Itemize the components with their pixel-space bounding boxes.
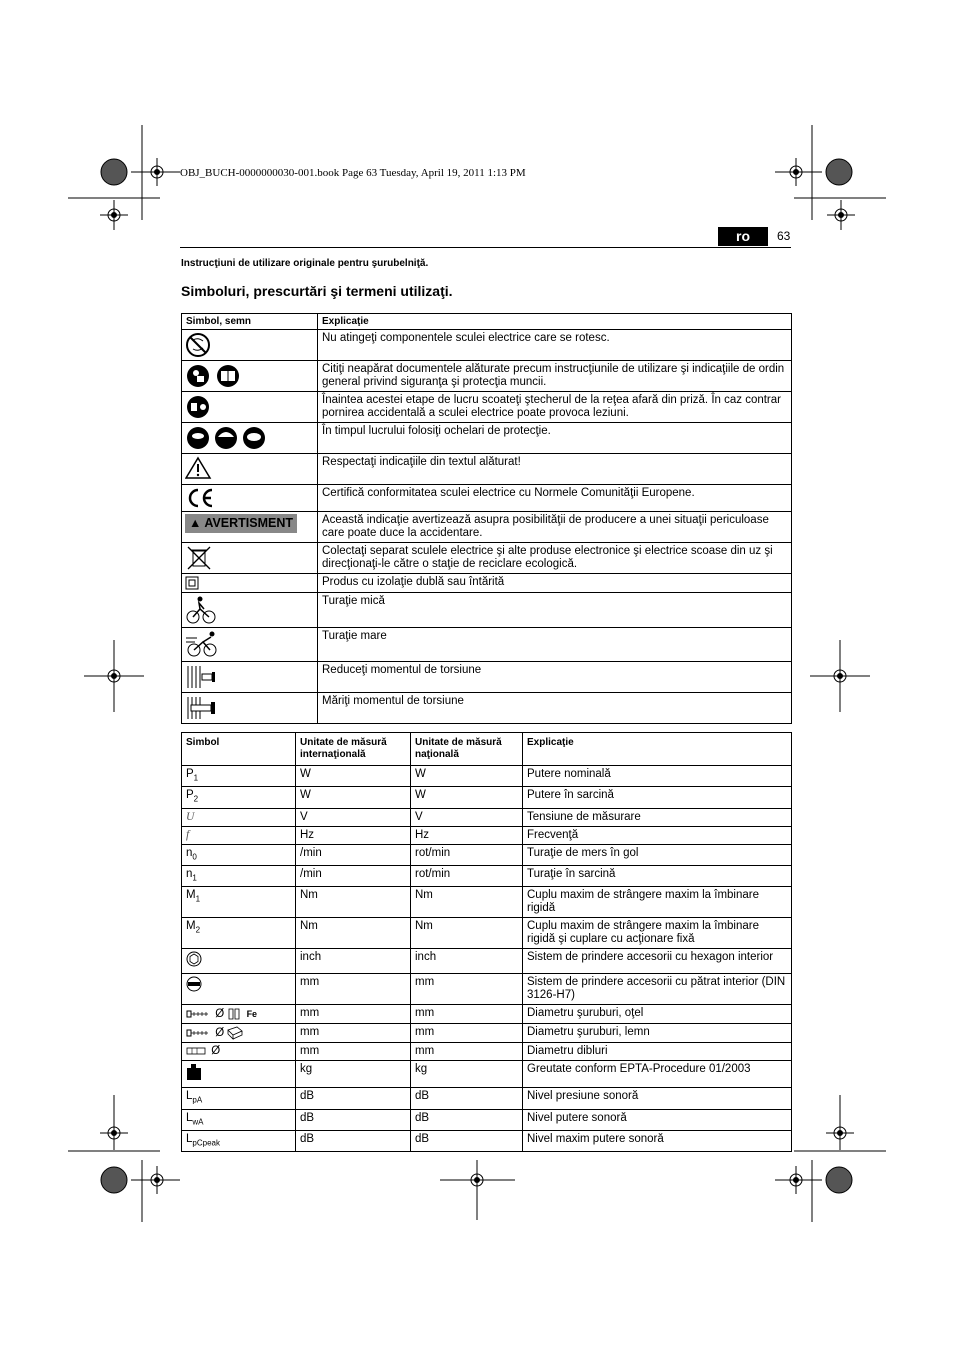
hexagon-socket-icon [186, 951, 204, 967]
row-explanation: Înaintea acestei etape de lucru scoateţi ştecherul de la reţea afară din priză. În caz contrar pornirea accidentală a sculei electrice poate provoca leziuni. [318, 392, 792, 423]
column-header: Unitate de măsură internaţională [296, 733, 411, 766]
explanation-cell: Turaţie în sarcină [523, 865, 792, 886]
square-socket-icon [186, 976, 204, 992]
table-row [182, 887, 792, 918]
weee-bin-icon [185, 545, 215, 571]
intl-unit-cell: mm [296, 1024, 411, 1043]
table-row [182, 1088, 792, 1109]
explanation-cell: Sistem de prindere accesorii cu pătrat interior (DIN 3126-H7) [523, 974, 792, 1005]
intl-unit-cell: Hz [296, 826, 411, 844]
table-header-row [182, 733, 792, 766]
language-tab: ro [718, 227, 768, 246]
explanation-cell: Nivel putere sonoră [523, 1109, 792, 1130]
no-touch-rotating-icon [185, 332, 215, 358]
slow-cyclist-icon [185, 595, 219, 625]
explanation-cell: Putere în sarcină [523, 787, 792, 808]
explanation-cell: Greutate conform EPTA-Procedure 01/2003 [523, 1061, 792, 1088]
intro-line: Instrucţiuni de utilizare originale pentru şurubelniţă. [181, 258, 429, 269]
symbol-cell: $P_1$ [182, 766, 296, 787]
header-rule [180, 247, 791, 248]
table-row [182, 593, 792, 628]
national-unit-cell: dB [411, 1109, 523, 1130]
national-unit-cell: kg [411, 1061, 523, 1088]
table-row [182, 423, 792, 454]
table-row [182, 787, 792, 808]
symbol-cell: $n_0$ [182, 844, 296, 865]
intl-unit-cell: W [296, 787, 411, 808]
symbol-cell [182, 974, 296, 1005]
table-row [182, 693, 792, 724]
intl-unit-cell: /min [296, 865, 411, 886]
table-row [182, 512, 792, 543]
symbol-cell [182, 949, 296, 974]
table-row [182, 865, 792, 886]
explanation-cell: Nivel maxim putere sonoră [523, 1130, 792, 1151]
symbol-cell: $M_2$ [182, 918, 296, 949]
row-explanation: Reduceţi momentul de torsiune [318, 662, 792, 693]
book-info-line: OBJ_BUCH-0000000030-001.book Page 63 Tuesday, April 19, 2011 1:13 PM [180, 167, 526, 179]
avertisment-badge: ▲ AVERTISMENT [185, 514, 297, 533]
intl-unit-cell: dB [296, 1109, 411, 1130]
section-title: Simboluri, prescurtări şi termeni utilizaţi. [181, 283, 453, 299]
screw-wood-icon [186, 1027, 212, 1039]
column-header: Simbol, semn [182, 314, 318, 330]
national-unit-cell: mm [411, 974, 523, 1005]
symbol-cell: f [182, 826, 296, 844]
row-explanation: Citiţi neapărat documentele alăturate precum instrucţiunile de utilizare şi indicaţiile de ordin general privind siguranţa şi protecţia muncii. [318, 361, 792, 392]
intl-unit-cell: V [296, 808, 411, 826]
symbol-cell: Ø Fe [182, 1005, 296, 1024]
intl-unit-cell: kg [296, 1061, 411, 1088]
national-unit-cell: dB [411, 1130, 523, 1151]
row-explanation: Nu atingeţi componentele sculei electrice care se rotesc. [318, 330, 792, 361]
explanation-cell: Cuplu maxim de strângere maxim la îmbinare rigidă [523, 887, 792, 918]
national-unit-cell: mm [411, 1043, 523, 1061]
table-row [182, 949, 792, 974]
row-explanation: Această indicaţie avertizează asupra posibilităţii de producere a unei situaţii periculoase care poate duce la accidentare. [318, 512, 792, 543]
intl-unit-cell: W [296, 766, 411, 787]
table-row [182, 330, 792, 361]
table-row [182, 1061, 792, 1088]
symbols-table [181, 313, 792, 724]
intl-unit-cell: /min [296, 844, 411, 865]
national-unit-cell: W [411, 766, 523, 787]
table-row [182, 543, 792, 574]
table-row [182, 454, 792, 485]
national-unit-cell: rot/min [411, 844, 523, 865]
table-row [182, 766, 792, 787]
table-row [182, 628, 792, 662]
national-unit-cell: Nm [411, 918, 523, 949]
symbol-cell: $L_{pCpeak}$ [182, 1130, 296, 1151]
symbol-cell: $n_1$ [182, 865, 296, 886]
explanation-cell: Frecvenţă [523, 826, 792, 844]
table-row [182, 1005, 792, 1024]
row-explanation: Colectaţi separat sculele electrice şi alte produse electronice şi electrice scoase din uz şi direcţionaţi-le către o staţie de reciclare ecologică. [318, 543, 792, 574]
intl-unit-cell: mm [296, 1043, 411, 1061]
table-row [182, 1109, 792, 1130]
explanation-cell: Nivel presiune sonoră [523, 1088, 792, 1109]
table-row [182, 485, 792, 512]
symbol-cell: $L_{wA}$ [182, 1109, 296, 1130]
explanation-cell: Cuplu maxim de strângere maxim la îmbinare rigidă şi cuplare cu acţionare fixă [523, 918, 792, 949]
symbol-cell [182, 1061, 296, 1088]
table-row [182, 574, 792, 593]
steel-plate-icon [227, 1007, 243, 1021]
row-explanation: Certifică conformitatea sculei electrice cu Normele Comunităţii Europene. [318, 485, 792, 512]
double-insulation-icon [185, 576, 201, 590]
national-unit-cell: dB [411, 1088, 523, 1109]
symbol-cell: U [182, 808, 296, 826]
explanation-cell: Diametru şuruburi, oţel [523, 1005, 792, 1024]
national-unit-cell: Hz [411, 826, 523, 844]
table-row [182, 392, 792, 423]
explanation-cell: Turaţie de mers în gol [523, 844, 792, 865]
reduce-torque-icon [185, 664, 219, 690]
column-header: Explicaţie [523, 733, 792, 766]
national-unit-cell: W [411, 787, 523, 808]
national-unit-cell: rot/min [411, 865, 523, 886]
read-instructions-icon [185, 363, 245, 389]
row-explanation: Măriţi momentul de torsiune [318, 693, 792, 724]
weight-icon [186, 1063, 202, 1081]
intl-unit-cell: dB [296, 1088, 411, 1109]
symbol-cell: $M_1$ [182, 887, 296, 918]
increase-torque-icon [185, 695, 219, 721]
fast-cyclist-icon [185, 630, 219, 658]
dowel-icon [186, 1046, 208, 1056]
row-explanation: Respectaţi indicaţiile din textul alăturat! [318, 454, 792, 485]
symbol-cell: $P_2$ [182, 787, 296, 808]
row-explanation: Turaţie mare [318, 628, 792, 662]
national-unit-cell: inch [411, 949, 523, 974]
column-header: Explicaţie [318, 314, 792, 330]
table-row [182, 1043, 792, 1061]
row-explanation: Produs cu izolaţie dublă sau întărită [318, 574, 792, 593]
intl-unit-cell: dB [296, 1130, 411, 1151]
table-row [182, 844, 792, 865]
intl-unit-cell: mm [296, 1005, 411, 1024]
table-header-row [182, 314, 792, 330]
table-row [182, 826, 792, 844]
table-row [182, 1130, 792, 1151]
ce-mark-icon [185, 487, 215, 509]
row-explanation: În timpul lucrului folosiţi ochelari de protecţie. [318, 423, 792, 454]
wood-plank-icon [227, 1026, 243, 1040]
table-row [182, 662, 792, 693]
explanation-cell: Tensiune de măsurare [523, 808, 792, 826]
national-unit-cell: mm [411, 1024, 523, 1043]
screw-steel-icon [186, 1008, 212, 1020]
column-header: Unitate de măsură naţională [411, 733, 523, 766]
symbol-cell: Ø [182, 1024, 296, 1043]
table-row [182, 974, 792, 1005]
explanation-cell: Sistem de prindere accesorii cu hexagon interior [523, 949, 792, 974]
explanation-cell: Diametru şuruburi, lemn [523, 1024, 792, 1043]
page-number: 63 [777, 229, 791, 243]
table-row [182, 361, 792, 392]
explanation-cell: Putere nominală [523, 766, 792, 787]
protective-goggles-icon [185, 425, 271, 451]
national-unit-cell: Nm [411, 887, 523, 918]
explanation-cell: Diametru dibluri [523, 1043, 792, 1061]
national-unit-cell: V [411, 808, 523, 826]
table-row [182, 918, 792, 949]
units-table [181, 732, 792, 1152]
warning-triangle-icon: ▲ [189, 516, 202, 530]
intl-unit-cell: Nm [296, 887, 411, 918]
intl-unit-cell: Nm [296, 918, 411, 949]
row-explanation: Turaţie mică [318, 593, 792, 628]
symbol-cell: $L_{pA}$ [182, 1088, 296, 1109]
column-header: Simbol [182, 733, 296, 766]
national-unit-cell: mm [411, 1005, 523, 1024]
symbol-cell: Ø [182, 1043, 296, 1061]
unplug-icon [185, 394, 215, 420]
table-row [182, 1024, 792, 1043]
warning-triangle-icon [185, 456, 215, 480]
table-row [182, 808, 792, 826]
intl-unit-cell: mm [296, 974, 411, 1005]
intl-unit-cell: inch [296, 949, 411, 974]
